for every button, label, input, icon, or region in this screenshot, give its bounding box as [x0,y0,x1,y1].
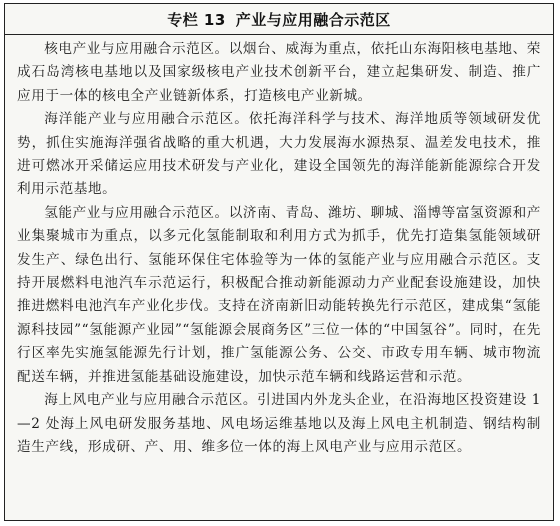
column-label: 专栏 13 [167,10,226,29]
column-header [5,4,553,35]
column-box [4,3,554,521]
paragraph-nuclear: 核电产业与应用融合示范区。以烟台、威海为重点，依托山东海阳核电基地、荣成石岛湾核电基地以及国家级核电产业技术创新平台，建立起集研发、制造、推广应用于一体的核电全产业链新体系，打造核电产业新城。 [17,41,541,104]
paragraph-ocean-energy: 海洋能产业与应用融合示范区。依托海洋科学与技术、海洋地质等领域研发优势，抓住实施海洋强省战略的重大机遇，大力发展海水源热泵、温差发电技术，推进可燃冰开采储运应用技术研发与产业化，建设全国领先的海洋能新能源综合开发利用示范基地。 [17,111,541,198]
column-body [5,35,553,459]
paragraph-hydrogen: 氢能产业与应用融合示范区。以济南、青岛、潍坊、聊城、淄博等富氢资源和产业集聚城市为重点，以多元化氢能制取和利用方式为抓手，优先打造集氢能领域研发生产、绿色出行、氢能环保住宅体验等为一体的氢能产业与应用融合示范区。支持开展燃料电池汽车示范运行，积极配合推动新能源动力产业配套设施建设，加快推进燃料电池汽车产业化步伐。支持在济南新旧动能转换先行示范区，建成集“氢能源科技园”“氢能源产业园”“氢能源会展商务区”三位一体的“中国氢谷”。同时，在先行区率先实施氢能源先行计划，推广氢能源公务、公交、市政专用车辆、城市物流配送车辆，并推进氢能基础设施建设，加快示范车辆和线路运营和示范。 [17,204,541,385]
column-title: 产业与应用融合示范区 [235,10,391,29]
paragraph-offshore-wind: 海上风电产业与应用融合示范区。引进国内外龙头企业，在沿海地区投资建设 1—2 处海上风电研发服务基地、风电场运维基地以及海上风电主机制造、钢结构制造生产线，形成研、产、用、维多位一体的海上风电产业与应用示范区。 [17,392,541,455]
